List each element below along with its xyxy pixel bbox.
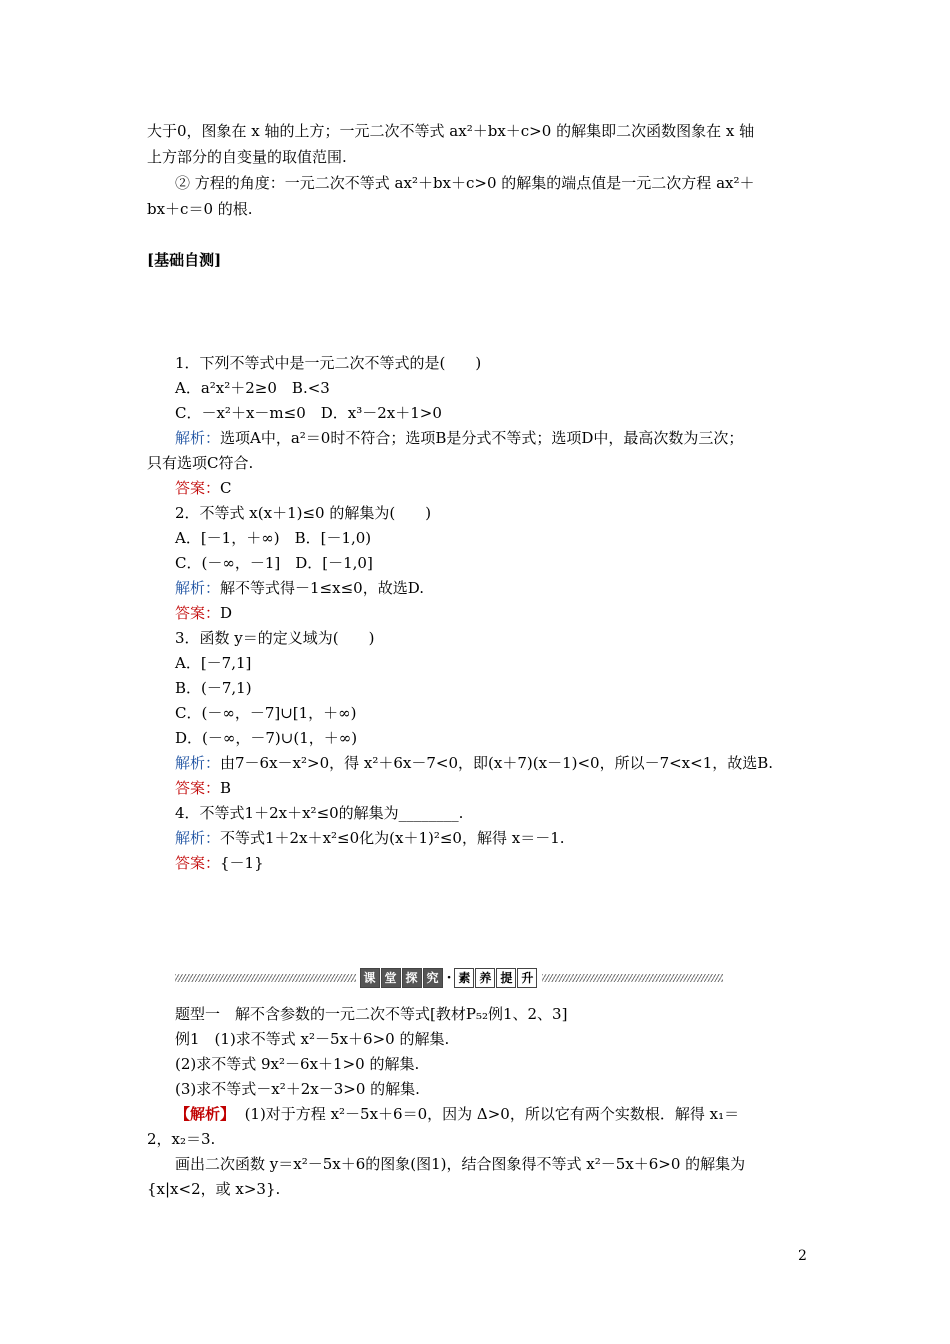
analysis-label: 解析： xyxy=(175,754,221,772)
banner-char: 课 xyxy=(360,968,380,988)
example-1-part-3: (3)求不等式－x²＋2x－3>0 的解集. xyxy=(175,1080,420,1098)
solution-line-4: {x|x<2，或 x>3}. xyxy=(147,1180,281,1198)
q1-options-ab: A．a²x²＋2≥0 B.<3 xyxy=(175,379,330,397)
q1-options-cd: C．－x²＋x－m≤0 D．x³－2x＋1>0 xyxy=(175,404,442,422)
q2-analysis-text: 解不等式得－1≤x≤0，故选D. xyxy=(220,579,424,597)
q3-option-d: D．(－∞，－7)∪(1，＋∞) xyxy=(175,729,358,747)
q3-analysis xyxy=(175,752,773,774)
example-1-part-2: (2)求不等式 9x²－6x＋1>0 的解集. xyxy=(175,1055,420,1073)
q2-stem: 2．不等式 x(x＋1)≤0 的解集为( ) xyxy=(175,504,432,522)
solution-label: 【解析】 xyxy=(175,1105,236,1123)
solution-line-2: 2，x₂＝3. xyxy=(147,1130,216,1148)
q2-answer-value: D xyxy=(220,604,233,622)
example-1-part-1: 例1 (1)求不等式 x²－5x＋6>0 的解集. xyxy=(175,1030,450,1048)
q2-options-cd: C．(－∞，－1] D．[－1,0] xyxy=(175,554,373,572)
analysis-label: 解析： xyxy=(175,579,221,597)
answer-label: 答案： xyxy=(175,604,221,622)
q4-answer xyxy=(175,852,264,874)
q1-analysis xyxy=(175,427,743,449)
q2-analysis xyxy=(175,577,424,599)
solution-line-3: 画出二次函数 y＝x²－5x＋6的图象(图1)，结合图象得不等式 x²－5x＋6>0 的解集为 xyxy=(175,1155,746,1173)
q3-stem: 3．函数 y＝的定义域为( ) xyxy=(175,629,375,647)
q3-answer-value: B xyxy=(220,779,232,797)
banner-char: 升 xyxy=(517,968,537,988)
solution-line-1 xyxy=(175,1103,739,1125)
banner-title xyxy=(360,968,539,988)
banner-char: 提 xyxy=(496,968,516,988)
intro-line-4: bx＋c＝0 的根. xyxy=(147,200,253,218)
q2-options-ab: A．[－1，＋∞) B．[－1,0) xyxy=(175,529,372,547)
q3-option-b: B．(－7,1) xyxy=(175,679,252,697)
q4-analysis-text: 不等式1＋2x＋x²≤0化为(x＋1)²≤0，解得 x＝－1. xyxy=(220,829,565,847)
analysis-label: 解析： xyxy=(175,429,221,447)
page-number: 2 xyxy=(798,1248,807,1264)
answer-label: 答案： xyxy=(175,779,221,797)
analysis-label: 解析： xyxy=(175,829,221,847)
q1-stem: 1．下列不等式中是一元二次不等式的是( ) xyxy=(175,354,482,372)
q4-answer-value: {－1} xyxy=(220,854,264,872)
q1-answer xyxy=(175,477,232,499)
banner-dot: · xyxy=(446,970,452,986)
intro-line-2: 上方部分的自变量的取值范围. xyxy=(147,148,347,166)
q3-option-c: C．(－∞，－7]∪[1，＋∞) xyxy=(175,704,357,722)
q4-analysis xyxy=(175,827,565,849)
q2-answer xyxy=(175,602,232,624)
banner-char: 探 xyxy=(402,968,422,988)
q3-option-a: A．[－7,1] xyxy=(175,654,252,672)
banner-char: 养 xyxy=(475,968,495,988)
topic-title: 题型一 解不含参数的一元二次不等式[教材P₅₂例1、2、3] xyxy=(175,1005,568,1023)
section-banner xyxy=(175,967,723,989)
q4-stem: 4．不等式1＋2x＋x²≤0的解集为________. xyxy=(175,804,464,822)
q1-analysis-cont: 只有选项C符合. xyxy=(147,454,254,472)
answer-label: 答案： xyxy=(175,479,221,497)
q3-answer xyxy=(175,777,231,799)
intro-line-1: 大于0，图象在 x 轴的上方；一元二次不等式 ax²＋bx＋c>0 的解集即二次函数图象在 x 轴 xyxy=(147,122,755,140)
section-heading: [基础自测] xyxy=(147,251,222,269)
banner-char: 究 xyxy=(423,968,443,988)
banner-char: 堂 xyxy=(381,968,401,988)
banner-char: 素 xyxy=(454,968,474,988)
intro-line-3: ② 方程的角度：一元二次不等式 ax²＋bx＋c>0 的解集的端点值是一元二次方程 ax²＋ xyxy=(175,174,755,192)
solution-text-1: (1)对于方程 x²－5x＋6＝0，因为 Δ>0，所以它有两个实数根．解得 x₁＝ xyxy=(244,1105,740,1123)
answer-label: 答案： xyxy=(175,854,221,872)
banner-hatch-right xyxy=(542,974,723,982)
banner-hatch-left xyxy=(175,974,356,982)
q1-analysis-text: 选项A中，a²＝0时不符合；选项B是分式不等式；选项D中，最高次数为三次； xyxy=(220,429,744,447)
q1-answer-value: C xyxy=(220,479,232,497)
q3-analysis-text: 由7－6x－x²>0，得 x²＋6x－7<0，即(x＋7)(x－1)<0，所以－7<x<1，故选B. xyxy=(220,754,774,772)
